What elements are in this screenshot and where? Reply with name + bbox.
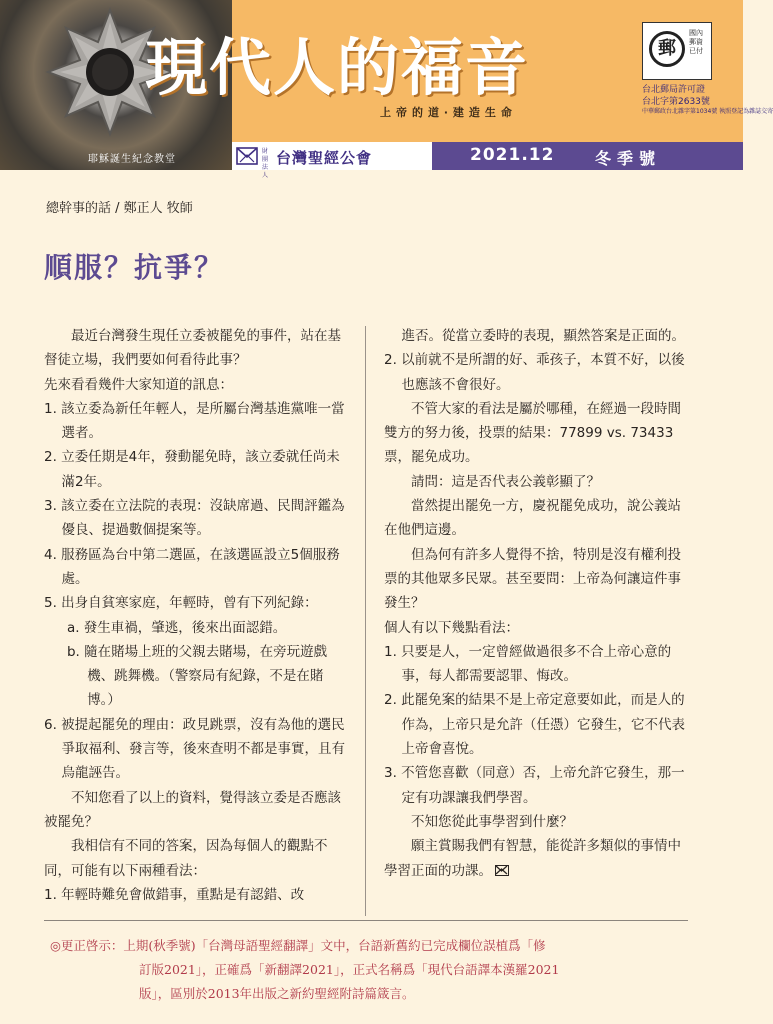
article-paragraph: 但為何有許多人覺得不捨，特別是沒有權利投票的其他眾多民眾。甚至要問：上帝為何讓這件事發生？ <box>384 546 681 612</box>
publisher-name: 台灣聖經公會 <box>276 149 373 167</box>
article-paragraph: 進否。從當立委時的表現，顯然答案是正面的。 <box>401 328 686 344</box>
postal-mark-icon: 郵 <box>649 31 685 67</box>
column-byline: 總幹事的話 / 鄭正人 牧師 <box>46 201 193 216</box>
article-paragraph: 2. 此罷免案的結果不是上帝定意要如此，而是人的作為，上帝只是允許（任憑）它發生，它不代表上帝會喜悅。 <box>384 692 686 758</box>
tagline: 上帝的道‧建造生命 <box>380 106 517 119</box>
bible-society-logo-icon <box>236 146 258 166</box>
issue-date: 2021.12 <box>470 145 555 165</box>
permit-line-1: 台北郵局許可證 <box>642 85 706 95</box>
article-paragraph: 4. 服務區為台中第二選區，在該選區設立5個服務處。 <box>44 546 340 587</box>
article-paragraph: b. 隨在賭場上班的父親去賭場，在旁玩遊戲機、跳舞機。（警察局有紀錄，不是在賭博。） <box>66 643 328 709</box>
article-paragraph: 不知您看了以上的資料，覺得該立委是否應該被罷免？ <box>44 789 341 830</box>
article-paragraph: 最近台灣發生現任立委被罷免的事件，站在基督徒立場，我們要如何看待此事？ <box>44 328 341 369</box>
article-title: 順服？抗爭？ <box>44 251 225 284</box>
article-paragraph: 願主賞賜我們有智慧，能從許多類似的事情中學習正面的功課。 <box>384 838 681 879</box>
magazine-masthead: 現代人的福音 <box>145 31 530 104</box>
header-banner <box>0 0 773 179</box>
article-paragraph: 我相信有不同的答案，因為每個人的觀點不同，可能有以下兩種看法： <box>44 838 328 879</box>
article-paragraph: 個人有以下幾點看法： <box>384 619 519 636</box>
article-paragraph: 2. 以前就不是所謂的好、乖孩子，本質不好，以後也應該不會很好。 <box>384 352 685 393</box>
article-paragraph: 請問：這是否代表公義彰顯了？ <box>411 473 600 490</box>
correction-notice <box>50 934 690 1006</box>
article-paragraph: a. 發生車禍，肇逃，後來出面認錯。 <box>66 619 287 636</box>
article-paragraph: 1. 該立委為新任年輕人，是所屬台灣基進黨唯一當選者。 <box>44 400 345 442</box>
article-paragraph: 先來看看幾件大家知道的訊息： <box>44 376 233 393</box>
article-paragraph: 3. 不管您喜歡（同意）否，上帝允許它發生，那一定有功課讓我們學習。 <box>384 765 685 806</box>
footer-rule <box>44 920 688 921</box>
postage-box <box>642 22 712 80</box>
correction-line: 版」，區別於2013年出版之新約聖經附詩篇箴言。 <box>139 986 415 1001</box>
issue-band <box>232 142 743 179</box>
article-paragraph: 1. 只要是人，一定曾經做過很多不合上帝心意的事，每人都需要認罪、悔改。 <box>384 643 672 685</box>
article-paragraph: 2. 立委任期是4年，發動罷免時，該立委就任尚未滿2年。 <box>44 449 340 490</box>
permit-line-2: 台北字第2633號 <box>642 97 710 107</box>
publisher-type: 財團法人 <box>262 148 269 179</box>
article-column-left <box>44 324 350 907</box>
postage-permit <box>642 22 773 122</box>
permit-line-3: 中華郵政台北雜字第1034號 執照登記為雜誌交寄 <box>642 108 773 115</box>
publisher-box <box>232 142 432 179</box>
postage-paid-text: 國內郵資已付 <box>689 29 703 55</box>
article-paragraph: 6. 被提起罷免的理由：政見跳票，沒有為他的選民爭取福利、發言等，後來查明不都是事實，且有烏龍誣告。 <box>44 716 346 782</box>
issue-season: 冬季號 <box>595 149 662 168</box>
article-paragraph: 當然提出罷免一方，慶祝罷免成功，說公義站在他們這邊。 <box>384 498 681 539</box>
column-divider <box>365 326 366 916</box>
correction-line: 訂版2021」，正確爲「新翻譯2021」，正式名稱爲「現代台語譯本漢羅2021 <box>139 962 560 977</box>
photo-caption: 耶穌誕生紀念教堂 <box>88 154 176 165</box>
article-paragraph: 5. 出身自貧寒家庭，年輕時，曾有下列紀錄： <box>44 595 318 612</box>
correction-line: ◎更正啓示：上期(秋季號)「台灣母語聖經翻譯」文中，台語新舊約已完成欄位誤植爲「修 <box>50 938 546 953</box>
article-column-right <box>384 324 690 883</box>
envelope-end-icon <box>495 865 509 876</box>
article-paragraph: 不管大家的看法是屬於哪種，在經過一段時間雙方的努力後，投票的結果：77899 vs. 73433票，罷免成功。 <box>384 400 681 466</box>
article-paragraph: 1. 年輕時難免會做錯事，重點是有認錯、改 <box>44 886 305 903</box>
article-paragraph: 3. 該立委在立法院的表現：沒缺席過、民間評鑑為優良、提過數個提案等。 <box>44 498 345 539</box>
article-paragraph: 不知您從此事學習到什麼？ <box>411 813 573 830</box>
